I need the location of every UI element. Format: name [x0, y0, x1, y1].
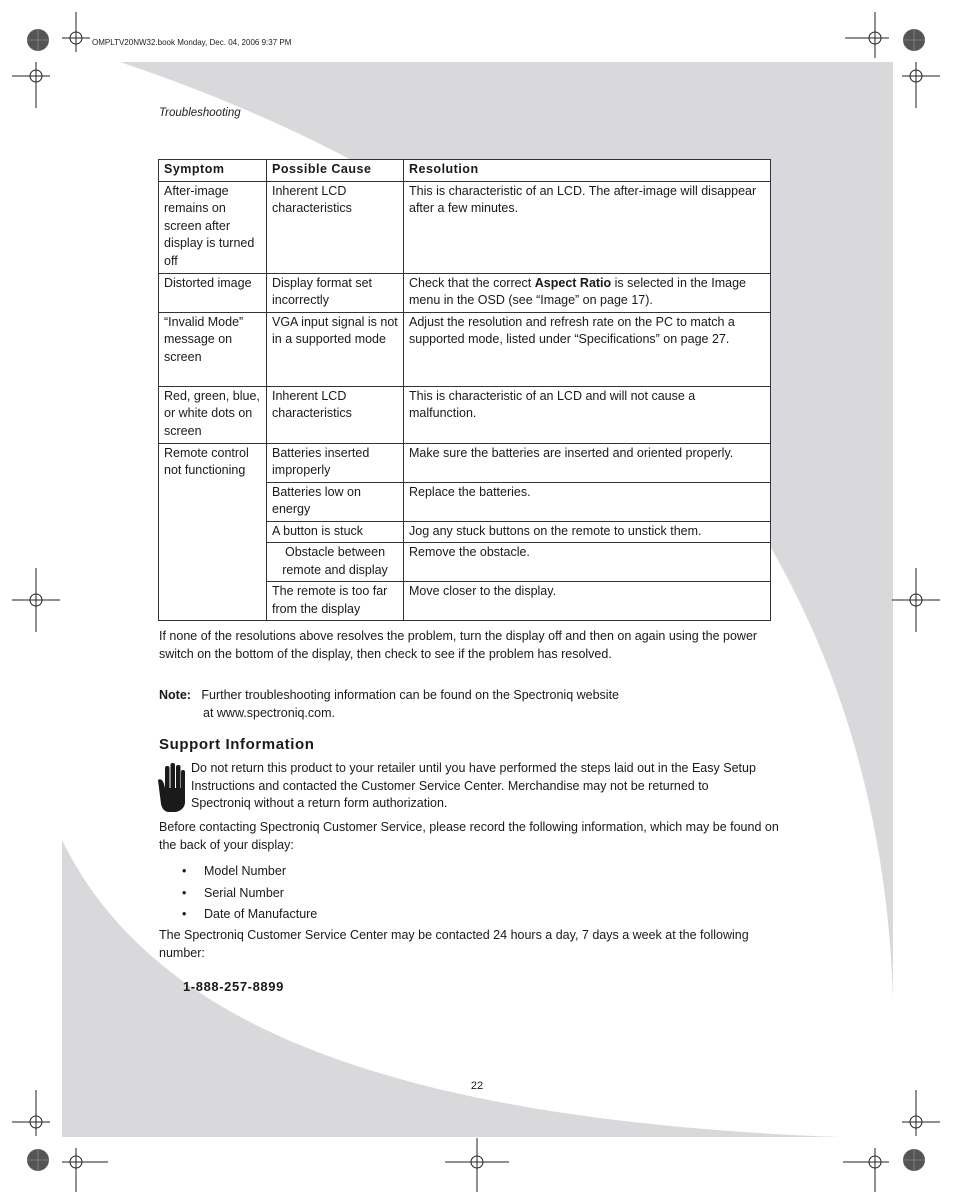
list-item-text: Serial Number — [204, 885, 284, 900]
cause-cell: A button is stuck — [267, 521, 404, 543]
print-header: OMPLTV20NW32.book Monday, Dec. 04, 2006 9:37 PM — [92, 38, 292, 47]
resolution-text: Adjust the resolution and refresh rate on the PC to match a supported mode, listed under “Specifications” on page 27. — [409, 314, 735, 346]
cause-cell: Inherent LCD characteristics — [267, 181, 404, 273]
table-header-row — [159, 160, 771, 182]
resolution-cell — [404, 312, 771, 386]
resolution-cell — [404, 521, 771, 543]
list-item — [182, 861, 317, 883]
crosshair-icon — [62, 1148, 108, 1192]
symptom-cell: Remote control not functioning — [159, 443, 267, 621]
note-label: Note: — [159, 688, 191, 702]
resolution-cell — [404, 386, 771, 443]
note-line — [159, 687, 759, 705]
cause-cell: Inherent LCD characteristics — [267, 386, 404, 443]
cause-cell: VGA input signal is not in a supported mode — [267, 312, 404, 386]
warning-text: Do not return this product to your retailer until you have performed the steps laid out in the Easy Setup Instructions and contacted the Customer Service Center. Merchandise may not be returned to Spectroniq without a return form authorization. — [191, 761, 756, 810]
note-text: Further troubleshooting information can be found on the Spectroniq website — [201, 688, 619, 702]
resolution-bold-term: Aspect Ratio — [534, 275, 612, 290]
cause-cell: Obstacle between remote and display — [267, 543, 404, 582]
bullet-icon: • — [182, 907, 187, 921]
cause-cell: Batteries low on energy — [267, 482, 404, 521]
support-heading: Support Information — [159, 736, 315, 753]
resolution-text: Check that the correct — [409, 275, 535, 290]
crosshair-icon — [12, 62, 50, 108]
symptom-cell: Distorted image — [159, 273, 267, 312]
table-row — [159, 443, 771, 482]
crosshair-icon — [12, 1090, 50, 1136]
symptom-cell: “Invalid Mode” message on screen — [159, 312, 267, 386]
cause-cell: Display format set incorrectly — [267, 273, 404, 312]
phone-number: 1-888-257-8899 — [183, 979, 284, 994]
resolution-text-continued: is selected in the Image menu in the OSD (see “Image” on page 17). — [409, 275, 746, 307]
hand-stop-icon — [158, 762, 186, 814]
bullet-icon: • — [182, 885, 187, 900]
resolution-cell — [404, 181, 771, 273]
resolution-text: This is characteristic of an LCD. The after-image will disappear after a few minutes. — [409, 183, 757, 215]
table-row — [159, 386, 771, 443]
crosshair-icon — [12, 568, 60, 632]
info-list — [182, 861, 317, 926]
resolution-cell — [404, 543, 771, 582]
column-header-resolution: Resolution — [404, 160, 771, 182]
list-item-text: Date of Manufacture — [204, 907, 318, 921]
table-row — [159, 181, 771, 273]
crosshair-icon — [62, 12, 90, 52]
troubleshooting-table — [158, 159, 771, 621]
page-number: 22 — [470, 1080, 484, 1092]
resolution-cell — [404, 582, 771, 621]
list-item — [182, 904, 317, 926]
table-row — [159, 273, 771, 312]
table-row — [159, 312, 771, 386]
crosshair-icon — [445, 1138, 509, 1192]
cause-cell: The remote is too far from the display — [267, 582, 404, 621]
symptom-cell: After-image remains on screen after display is turned off — [159, 181, 267, 273]
column-header-symptom: Symptom — [159, 160, 267, 182]
resolution-text: Move closer to the display. — [409, 584, 557, 598]
resolution-text: Replace the batteries. — [409, 484, 531, 499]
list-item — [182, 883, 317, 905]
note-block — [159, 687, 759, 722]
crosshair-icon — [902, 1090, 940, 1136]
resolution-text: Remove the obstacle. — [409, 545, 530, 559]
section-header: Troubleshooting — [159, 107, 241, 119]
before-contact-paragraph: Before contacting Spectroniq Customer Service, please record the following information, which may be found on the back of your display: — [159, 820, 779, 852]
crosshair-icon — [902, 62, 940, 108]
contact-paragraph: The Spectroniq Customer Service Center may be contacted 24 hours a day, 7 days a week at the following number: — [159, 928, 749, 960]
crosshair-icon — [892, 568, 940, 632]
bullet-icon: • — [182, 864, 187, 878]
resolution-text: Make sure the batteries are inserted and oriented properly. — [409, 445, 734, 460]
crosshair-icon — [845, 12, 889, 58]
resolution-cell — [404, 273, 771, 312]
resolution-text: Jog any stuck buttons on the remote to unstick them. — [409, 523, 702, 538]
column-header-cause: Possible Cause — [267, 160, 404, 182]
resolution-text: This is characteristic of an LCD and will not cause a malfunction. — [409, 388, 696, 420]
cause-cell: Batteries inserted improperly — [267, 443, 404, 482]
note-line-continued: at www.spectroniq.com. — [203, 705, 335, 720]
resolution-cell — [404, 443, 771, 482]
after-table-paragraph: If none of the resolutions above resolves the problem, turn the display off and then on again using the power switch on the bottom of the display, then check to see if the problem has resolved. — [159, 629, 758, 661]
resolution-cell — [404, 482, 771, 521]
symptom-cell: Red, green, blue, or white dots on screen — [159, 386, 267, 443]
list-item-text: Model Number — [204, 864, 286, 878]
crosshair-icon — [843, 1148, 889, 1192]
